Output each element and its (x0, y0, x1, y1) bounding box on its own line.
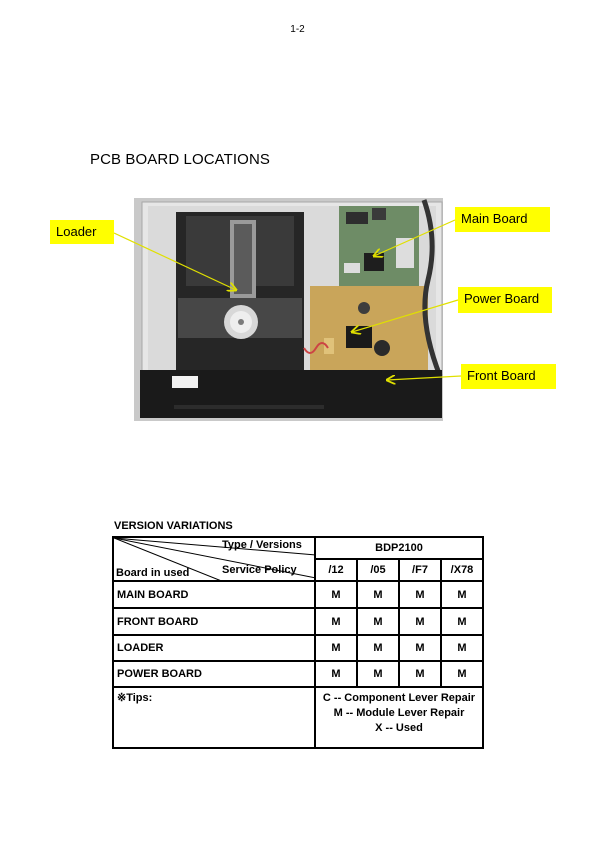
version-header: /X78 (441, 559, 483, 581)
pcb-photo (134, 198, 443, 421)
cell: M (315, 608, 357, 635)
page-title: PCB BOARD LOCATIONS (90, 151, 270, 168)
model-header: BDP2100 (315, 537, 483, 559)
main-board (339, 206, 419, 288)
tips-content (315, 687, 483, 748)
cell: M (357, 581, 399, 608)
row-label: LOADER (113, 635, 315, 661)
header-type-versions: Type / Versions (222, 539, 302, 551)
cell: M (441, 608, 483, 635)
cell: M (357, 635, 399, 661)
version-header: /05 (357, 559, 399, 581)
table-corner-header (113, 537, 315, 581)
cell: M (441, 661, 483, 687)
version-header: /12 (315, 559, 357, 581)
cell: M (357, 608, 399, 635)
table-row (113, 661, 483, 687)
tips-label: ※Tips: (113, 687, 315, 748)
power-board (304, 286, 428, 376)
cell: M (399, 661, 441, 687)
row-label: POWER BOARD (113, 661, 315, 687)
tip-line: C -- Component Lever Repair (322, 692, 476, 704)
tip-line: X -- Used (375, 722, 423, 734)
version-header: /F7 (399, 559, 441, 581)
cell: M (399, 581, 441, 608)
version-table (112, 536, 484, 749)
tip-line: M -- Module Lever Repair (333, 707, 465, 719)
cell: M (441, 581, 483, 608)
cell: M (315, 581, 357, 608)
cell: M (399, 608, 441, 635)
header-service-policy: Service Policy (222, 564, 297, 576)
table-row (113, 608, 483, 635)
callout-loader: Loader (50, 220, 114, 244)
header-board-in-used: Board in used (116, 567, 190, 579)
cell: M (399, 635, 441, 661)
cell: M (315, 635, 357, 661)
cell: M (441, 635, 483, 661)
front-board (140, 370, 442, 418)
loader-unit (176, 212, 304, 380)
cell: M (357, 661, 399, 687)
page-number: 1-2 (290, 24, 305, 35)
callout-main-board: Main Board (455, 207, 550, 232)
callout-front-board: Front Board (461, 364, 556, 389)
table-row (113, 635, 483, 661)
version-variations-heading: VERSION VARIATIONS (114, 520, 233, 532)
table-row (113, 581, 483, 608)
row-label: MAIN BOARD (113, 581, 315, 608)
tips-row (113, 687, 483, 748)
cell: M (315, 661, 357, 687)
row-label: FRONT BOARD (113, 608, 315, 635)
callout-power-board: Power Board (458, 287, 552, 313)
